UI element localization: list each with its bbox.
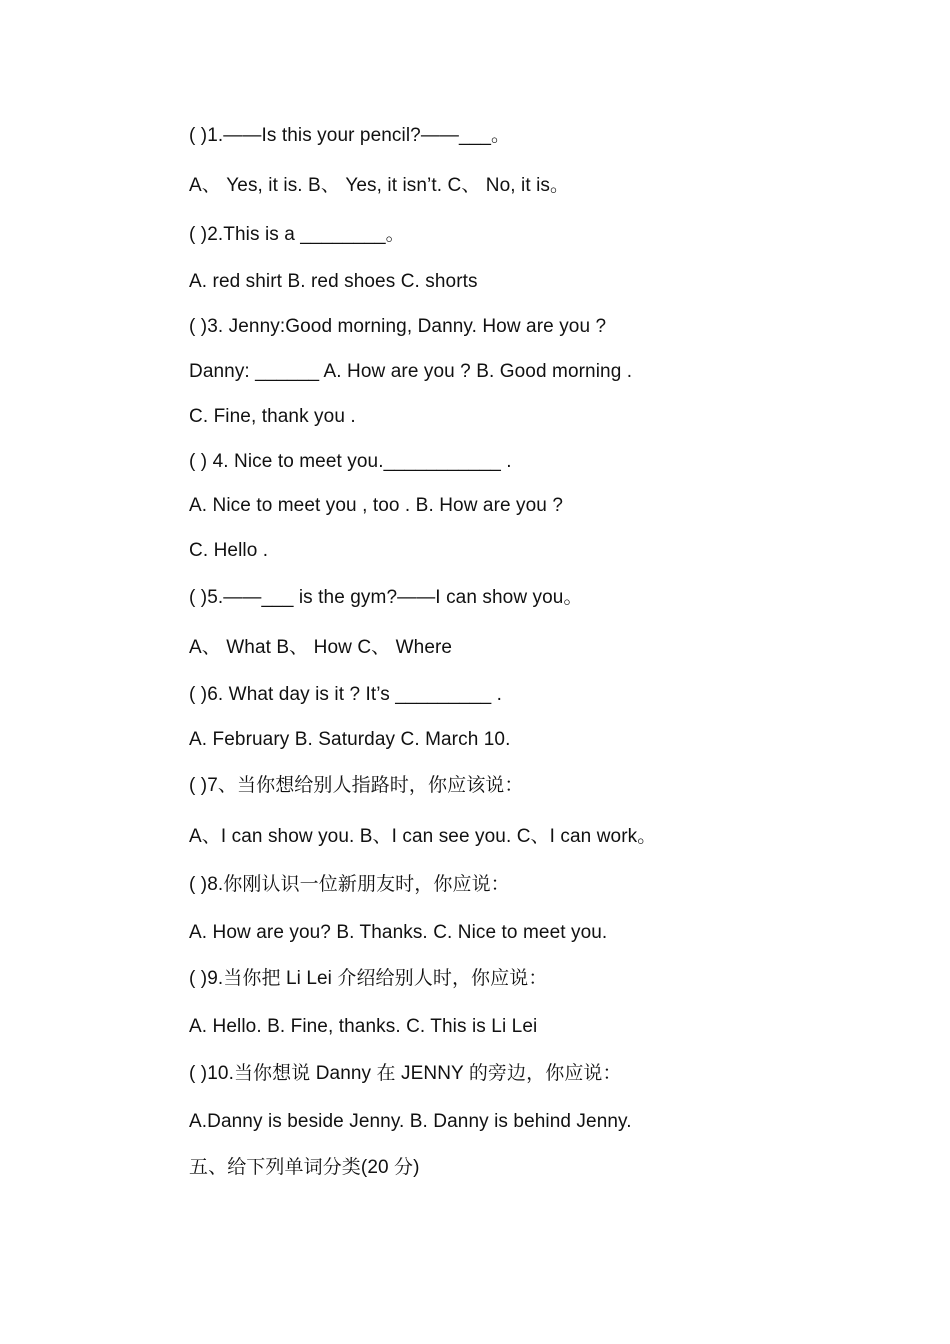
- question-6-options: A. February B. Saturday C. March 10.: [189, 729, 511, 750]
- question-2: ( )2.This is a ________。: [189, 224, 405, 245]
- question-6: ( )6. What day is it ? It’s _________ .: [189, 684, 502, 705]
- question-1-options: A、 Yes, it is. B、 Yes, it isn’t. C、 No, it is。: [189, 175, 570, 196]
- question-2-options: A. red shirt B. red shoes C. shorts: [189, 271, 478, 292]
- question-3-options-line-2: C. Fine, thank you .: [189, 406, 356, 427]
- question-9: ( )9.当你把 Li Lei 介绍给别人时，你应说：: [189, 968, 548, 989]
- question-3: ( )3. Jenny:Good morning, Danny. How are you ?: [189, 316, 607, 337]
- question-1: ( )1.——Is this your pencil?——___。: [189, 125, 511, 146]
- question-10-options: A.Danny is beside Jenny. B. Danny is behind Jenny.: [189, 1111, 632, 1132]
- question-5: ( )5.——___ is the gym?——I can show you。: [189, 587, 583, 608]
- question-7: ( )7、当你想给别人指路时，你应该说：: [189, 775, 524, 796]
- question-9-options: A. Hello. B. Fine, thanks. C. This is Li Lei: [189, 1016, 538, 1037]
- question-7-options: A、I can show you. B、I can see you. C、I can work。: [189, 826, 657, 847]
- section-5-heading: 五、给下列单词分类(20 分): [189, 1157, 420, 1178]
- question-8: ( )8.你刚认识一位新朋友时，你应说：: [189, 874, 510, 895]
- question-4-options-line-2: C. Hello .: [189, 540, 269, 561]
- question-4: ( ) 4. Nice to meet you.___________ .: [189, 451, 512, 472]
- question-5-options: A、 What B、 How C、 Where: [189, 637, 453, 658]
- question-3-options-line-1: Danny: ______ A. How are you ? B. Good morning .: [189, 361, 633, 382]
- question-8-options: A. How are you? B. Thanks. C. Nice to meet you.: [189, 922, 608, 943]
- question-10: ( )10.当你想说 Danny 在 JENNY 的旁边，你应说：: [189, 1063, 622, 1084]
- question-4-options-line-1: A. Nice to meet you , too . B. How are you ?: [189, 495, 564, 516]
